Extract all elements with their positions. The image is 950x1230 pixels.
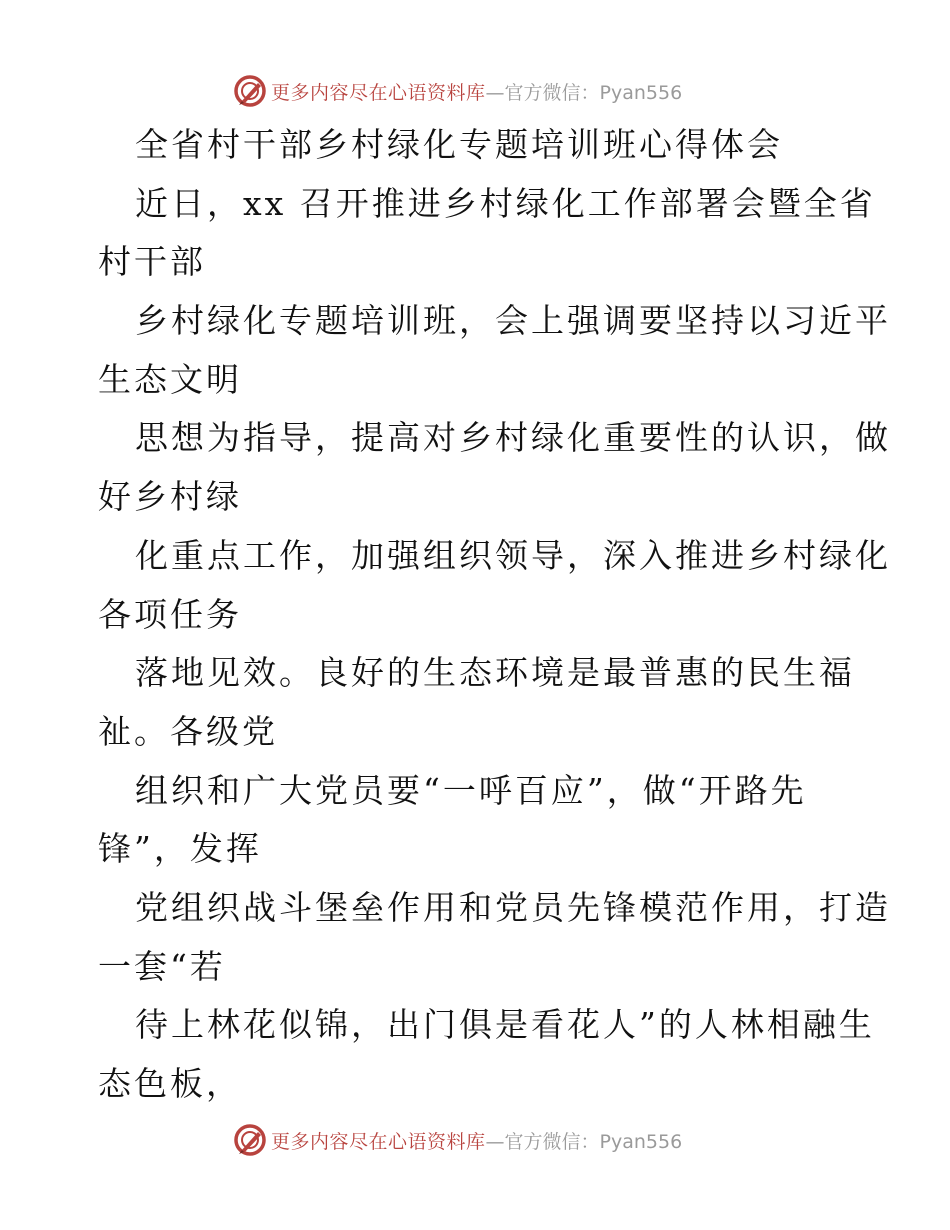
text-line: 党组织战斗堡垒作用和党员先锋模范作用，打造: [135, 887, 891, 927]
text-line: 待上林花似锦，出门俱是看花人”的人林相融生: [135, 1005, 875, 1045]
pen-seal-logo-icon: [233, 74, 267, 108]
document-title: 全省村干部乡村绿化专题培训班心得体会: [135, 125, 783, 164]
footer-watermark: [233, 1122, 682, 1158]
text-line: 乡村绿化专题培训班，会上强调要坚持以习近平: [135, 301, 891, 341]
watermark-red-text: 更多内容尽在心语资料库: [271, 1130, 486, 1153]
text-line: 近日，xx 召开推进乡村绿化工作部署会暨全省: [135, 183, 876, 223]
text-line: 好乡村绿: [98, 477, 242, 517]
text-line: 村干部: [98, 242, 206, 282]
text-line: 祉。各级党: [98, 711, 278, 751]
text-line: 落地见效。良好的生态环境是最普惠的民生福: [135, 653, 855, 693]
header-watermark: [233, 73, 682, 109]
document-body: [98, 116, 891, 1114]
text-line: 态色板，: [98, 1064, 242, 1103]
text-line: 组织和广大党员要“一呼百应”，做“开路先: [135, 770, 807, 810]
text-line: 思想为指导，提高对乡村绿化重要性的认识，做: [135, 418, 891, 458]
watermark-gray-text: —官方微信：Pyan556: [485, 81, 683, 104]
text-line: 各项任务: [98, 594, 242, 634]
text-line: 生态文明: [98, 359, 242, 399]
text-line: 一套“若: [98, 946, 226, 986]
text-line: 化重点工作，加强组织领导，深入推进乡村绿化: [135, 535, 891, 575]
watermark-gray-text: —官方微信：Pyan556: [485, 1130, 683, 1153]
text-line: 锋”，发挥: [98, 829, 262, 869]
pen-seal-logo-icon: [233, 1123, 267, 1157]
watermark-red-text: 更多内容尽在心语资料库: [271, 81, 486, 104]
